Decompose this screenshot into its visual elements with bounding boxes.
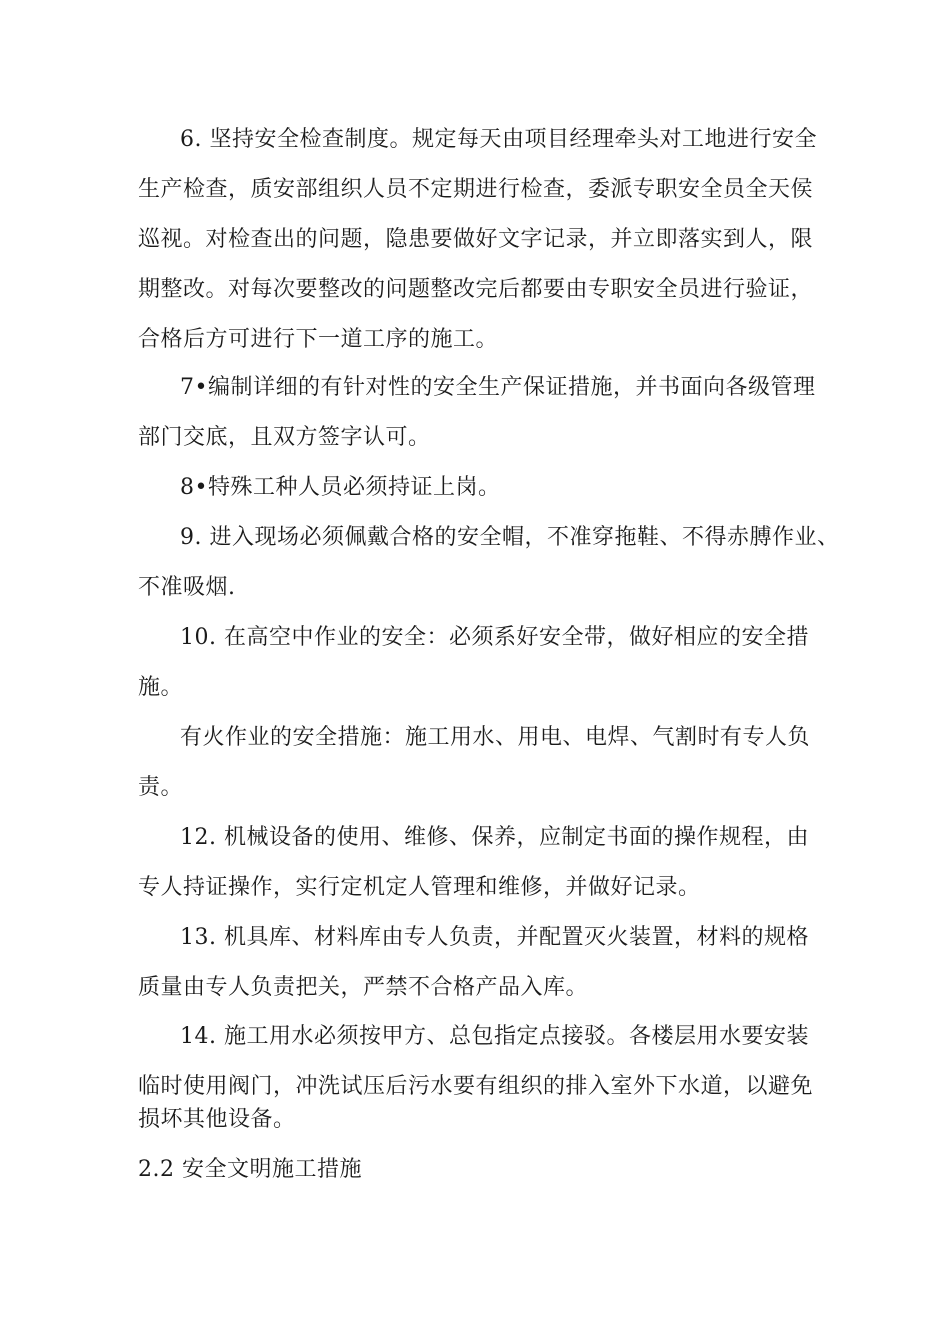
text-line: 巡视。对检查出的问题，隐患要做好文字记录，并立即落实到人，限 — [138, 227, 814, 252]
text-line: 有火作业的安全措施：施工用水、用电、电焊、气割时有专人负 — [180, 725, 811, 750]
text-line: 合格后方可进行下一道工序的施工。 — [138, 327, 499, 352]
text-line: 责。 — [138, 775, 184, 800]
text-line: 14. 施工用水必须按甲方、总包指定点接驳。各楼层用水要安装 — [180, 1024, 809, 1049]
text-line: 13. 机具库、材料库由专人负责，并配置灭火装置，材料的规格 — [180, 925, 809, 950]
section-heading: 2.2 安全文明施工措施 — [138, 1157, 362, 1182]
text-line: 部门交底，且双方签字认可。 — [138, 425, 431, 450]
text-line: 损坏其他设备。 — [138, 1107, 296, 1132]
text-line: 期整改。对每次要整改的问题整改完后都要由专职安全员进行验证， — [138, 277, 814, 302]
text-line: 临时使用阀门，冲洗试压后污水要有组织的排入室外下水道，以避免 — [138, 1074, 814, 1099]
text-line: 施。 — [138, 675, 184, 700]
text-line: 12. 机械设备的使用、维修、保养，应制定书面的操作规程，由 — [180, 825, 809, 850]
text-line: 专人持证操作，实行定机定人管理和维修，并做好记录。 — [138, 875, 701, 900]
text-line: 10. 在高空中作业的安全：必须系好安全带，做好相应的安全措 — [180, 625, 809, 650]
text-line: 不准吸烟. — [138, 575, 236, 600]
text-line: 质量由专人负责把关，严禁不合格产品入库。 — [138, 975, 589, 1000]
text-line: 生产检查，质安部组织人员不定期进行检查，委派专职安全员全天侯 — [138, 177, 814, 202]
text-line: 6. 坚持安全检查制度。规定每天由项目经理牵头对工地进行安全 — [180, 127, 817, 152]
text-line: 7•编制详细的有针对性的安全生产保证措施，并书面向各级管理 — [180, 375, 816, 400]
text-line: 8•特殊工种人员必须持证上岗。 — [180, 475, 501, 500]
text-line: 9. 进入现场必须佩戴合格的安全帽，不准穿拖鞋、不得赤膊作业、 — [180, 525, 840, 550]
